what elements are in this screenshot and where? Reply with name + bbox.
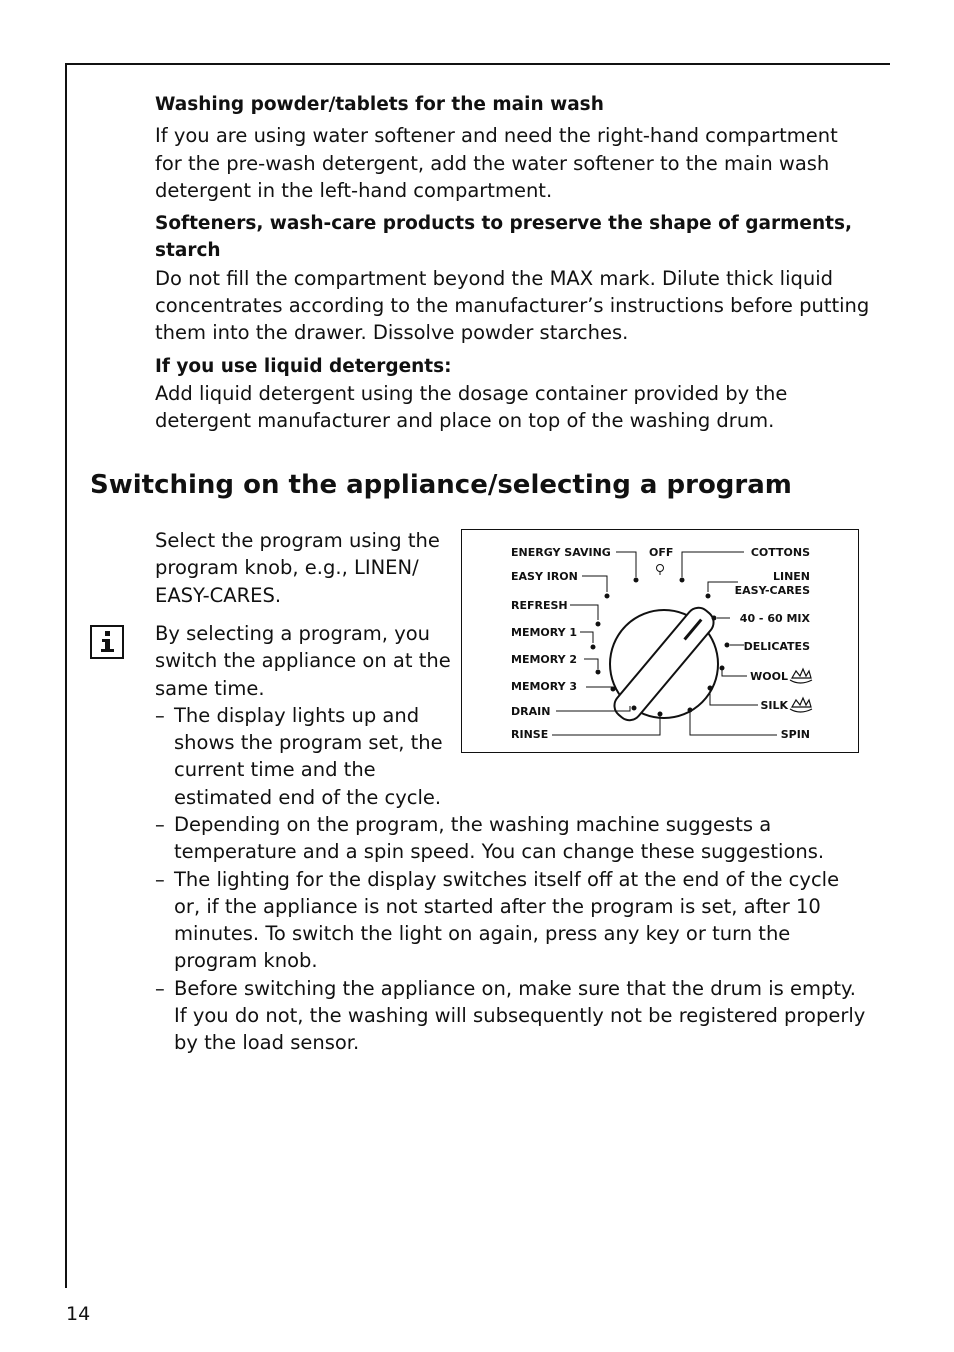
off-indicator-icon (657, 565, 664, 572)
heading-softeners: Softeners, wash-care products to preserve the shape of garments, starch (155, 213, 853, 262)
info-text-block (155, 620, 455, 811)
heading-washing-powder: Washing powder/tablets for the main wash (155, 94, 604, 115)
info-paragraph: By selecting a program, you switch the appliance on at the same time. (155, 622, 451, 700)
list-item (155, 811, 867, 866)
dial-label-rinse: RINSE (511, 728, 549, 741)
dial-label-delicates: DELICATES (743, 640, 810, 653)
bullet-list (155, 811, 867, 1057)
frame-left-rule (65, 63, 67, 1288)
hand-wash-icon (790, 669, 812, 683)
dial-label-silk: SILK (760, 699, 788, 712)
bullet-text: The lighting for the display switches itself off at the end of the cycle or, if the appliance is not started after the program is set, after 10 minutes. To switch the light on again, press any key or turn the program knob. (174, 867, 840, 973)
list-item (155, 702, 455, 811)
dial-label-memory-3: MEMORY 3 (511, 680, 578, 693)
dash-marker: – (155, 813, 165, 836)
dial-label-cottons: COTTONS (750, 546, 810, 559)
bullet-text: Depending on the program, the washing machine suggests a temperature and a spin speed. You can change these suggestions. (174, 813, 825, 864)
info-icon (90, 625, 124, 659)
dial-label-off: OFF (649, 546, 674, 559)
dial-label-memory-2: MEMORY 2 (511, 653, 578, 666)
dash-marker: – (155, 703, 165, 727)
dial-label-wool: WOOL (750, 670, 788, 683)
intro-paragraph: Select the program using the program knob, e.g., LINEN/ EASY-CARES. (155, 529, 440, 607)
list-item (155, 975, 867, 1057)
dial-label-spin: SPIN (780, 728, 810, 741)
paragraph-softeners: Do not fill the compartment beyond the MAX mark. Dilute thick liquid concentrates according to the manufacturer’s instructions before putting them into the drawer. Dissolve powder starches. (155, 266, 870, 345)
frame-top-rule (65, 63, 890, 65)
dial-label-linen: LINEN (772, 570, 810, 583)
program-knob-diagram (461, 529, 859, 753)
page-number: 14 (66, 1303, 91, 1325)
paragraph-washing-powder: If you are using water softener and need the right-hand compartment for the pre-wash detergent, add the water softener to the main wash detergent in the left-hand compartment. (155, 124, 838, 202)
bullet-text: Before switching the appliance on, make sure that the drum is empty. If you do not, the washing will subsequently not be registered properly by the load sensor. (174, 976, 866, 1055)
section-detergents (155, 91, 870, 435)
paragraph-liquid-detergents: Add liquid detergent using the dosage container provided by the detergent manufacturer and place on top of the washing drum. (155, 381, 788, 433)
intro-text-block (155, 527, 455, 609)
dial-label-energy-saving: ENERGY SAVING (511, 546, 611, 559)
dial-label-easy-cares: EASY-CARES (734, 584, 810, 597)
hand-wash-icon (790, 698, 812, 712)
dial-label-refresh: REFRESH (511, 599, 568, 612)
dial-label-drain: DRAIN (511, 705, 551, 718)
section-title: Switching on the appliance/selecting a program (90, 470, 792, 500)
program-knob-svg (462, 530, 860, 754)
dial-label-40-60-mix: 40 - 60 MIX (739, 612, 810, 625)
dial-label-memory-1: MEMORY 1 (511, 626, 578, 639)
bullet-text: The display lights up and shows the program set, the current time and the estimated end of the cycle. (174, 703, 443, 809)
heading-liquid-detergents: If you use liquid detergents: (155, 355, 452, 377)
list-item (155, 866, 867, 975)
dial-label-easy-iron: EASY IRON (511, 570, 578, 583)
dash-marker: – (155, 976, 165, 1000)
dash-marker: – (155, 867, 165, 891)
